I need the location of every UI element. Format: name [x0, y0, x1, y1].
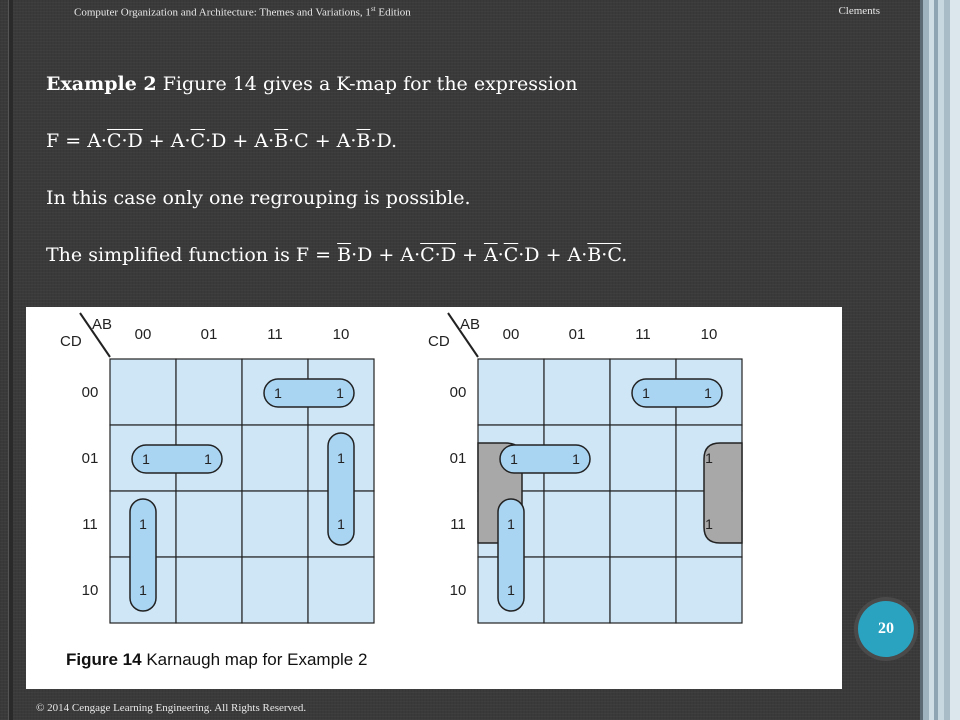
kmap-col-label: 01	[200, 326, 218, 343]
kmap-one: 1	[642, 385, 650, 401]
kmap-row-label: 11	[450, 516, 466, 533]
right-decorative-stripes	[920, 0, 960, 720]
kmap-one: 1	[705, 450, 713, 466]
kmap-one: 1	[337, 450, 345, 466]
expression-term: $A\cdot\overline{C}\cdot D$	[170, 130, 227, 152]
kmap-col-label: 11	[267, 326, 283, 343]
kmap-cell	[676, 557, 742, 623]
author-header: Clements	[838, 5, 880, 17]
kmap-row-label: 00	[81, 384, 99, 401]
kmap-cell	[176, 557, 242, 623]
kmap-col-label: 10	[332, 326, 350, 343]
expression-term: $A\cdot\overline{B}\cdot C$	[254, 130, 309, 152]
simplified-expression: $\overline{B}\cdot D + A\cdot C\cdot D + \overline{A}\cdot\overline{C}\cdot D + A\cdot B\cdot C$.	[337, 244, 628, 266]
kmap-cell	[176, 359, 242, 425]
kmap-col-label: 00	[502, 326, 520, 343]
kmap-cell	[610, 557, 676, 623]
kmap-row-label: 10	[449, 582, 467, 599]
kmap-col-label: 10	[700, 326, 718, 343]
kmap-cell	[110, 359, 176, 425]
book-title-header: Computer Organization and Architecture: Themes and Variations, 1st Edition	[74, 5, 411, 19]
kmap-one: 1	[337, 516, 345, 532]
kmap-one: 1	[510, 451, 518, 467]
kmap-one: 1	[704, 385, 712, 401]
left-edge-line	[8, 0, 13, 720]
kmap-one: 1	[274, 385, 282, 401]
kmap-cell	[544, 557, 610, 623]
kmap-cell	[176, 491, 242, 557]
kmap-col-label: 01	[568, 326, 586, 343]
kmap-one: 1	[336, 385, 344, 401]
kmap-one: 1	[507, 582, 515, 598]
simplified-function	[46, 244, 627, 266]
figure-caption	[66, 650, 367, 669]
kmap-cell	[544, 491, 610, 557]
kmap-row-label: 11	[82, 516, 98, 533]
kmap-row-label: 01	[81, 450, 99, 467]
example-intro-text: Figure 14 gives a K-map for the expression	[156, 73, 578, 95]
kmap-cell	[308, 557, 374, 623]
regroup-text: In this case only one regrouping is possible.	[46, 187, 471, 209]
expression-line: $F = A\cdot C\cdot D + A\cdot\overline{C}\cdot D + A\cdot\overline{B}\cdot C + A\cdot\overline{B}\cdot D$.	[46, 130, 398, 152]
example-intro	[46, 73, 578, 95]
expression-term: $A\cdot\overline{B}\cdot D$.	[336, 130, 398, 152]
kmap-row-label: 00	[449, 384, 467, 401]
kmap-cell	[242, 491, 308, 557]
kmap-cell	[242, 557, 308, 623]
karnaugh-maps	[26, 307, 842, 689]
kmap-corner-ab: AB	[460, 316, 481, 333]
kmap-one: 1	[572, 451, 580, 467]
kmap-cell	[478, 359, 544, 425]
kmap-one: 1	[139, 582, 147, 598]
kmap-cell	[610, 425, 676, 491]
simplified-prefix: The simplified function is F =	[46, 244, 338, 266]
kmap-col-label: 00	[134, 326, 152, 343]
page-number-badge: 20	[858, 601, 914, 657]
kmap-one: 1	[139, 516, 147, 532]
kmap-corner-cd: CD	[60, 333, 82, 350]
figure-14	[26, 307, 842, 689]
example-label: Example 2	[46, 73, 157, 95]
figure-caption-text: Karnaugh map for Example 2	[141, 650, 368, 669]
kmap-one: 1	[142, 451, 150, 467]
figure-caption-label: Figure 14	[66, 650, 142, 669]
kmap-cell	[544, 359, 610, 425]
kmap-corner-cd: CD	[428, 333, 450, 350]
kmap-row-label: 10	[81, 582, 99, 599]
kmap-row-label: 01	[449, 450, 467, 467]
copyright-footer: © 2014 Cengage Learning Engineering. All Rights Reserved.	[36, 702, 307, 714]
kmap-one: 1	[507, 516, 515, 532]
kmap-cell	[242, 425, 308, 491]
kmap-cell	[610, 491, 676, 557]
expression-term: A·C·D	[87, 130, 143, 152]
kmap-corner-ab: AB	[92, 316, 113, 333]
kmap-one: 1	[204, 451, 212, 467]
kmap-one: 1	[705, 516, 713, 532]
kmap-col-label: 11	[635, 326, 651, 343]
